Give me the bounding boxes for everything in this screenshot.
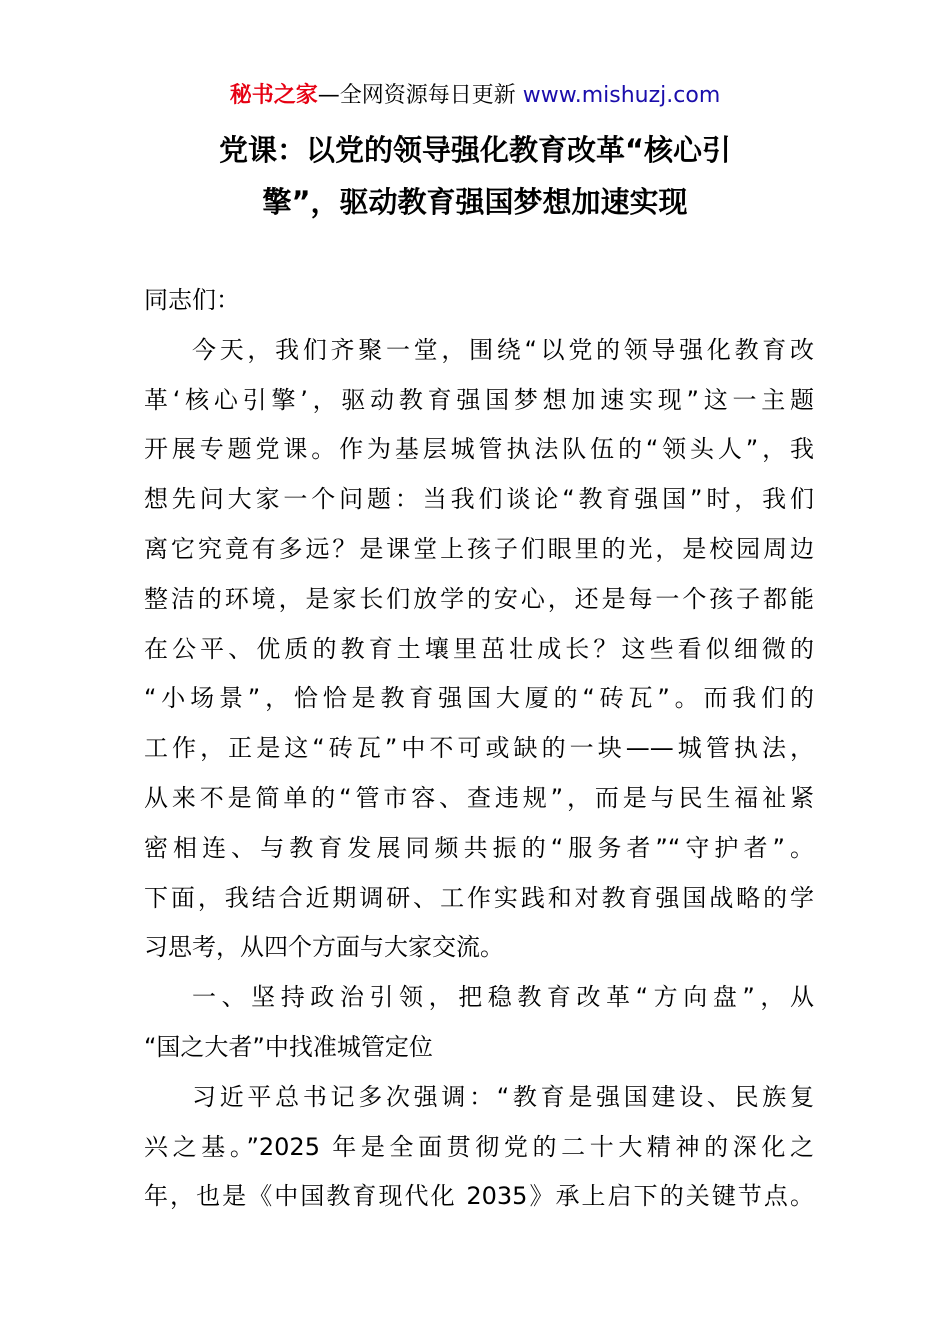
- paragraph-intro: [144, 326, 814, 973]
- salutation: 同志们：: [144, 286, 240, 314]
- title-line: 党课：以党的领导强化教育改革“核心引: [218, 133, 732, 167]
- section-heading-1: [144, 973, 814, 1073]
- paragraph-line: 在公平、优质的教育土壤里茁壮成长？这些看似细微的: [144, 634, 814, 663]
- paragraph-line: 密相连、与教育发展同频共振的“服务者”“守护者”。: [144, 833, 814, 862]
- paragraph-line: 年，也是《中国教育现代化 2035》承上启下的关键节点。: [144, 1182, 814, 1211]
- site-brand: 秘书之家: [229, 83, 318, 108]
- site-url-link[interactable]: www.mishuzj.com: [522, 83, 721, 108]
- paragraph-line: 开展专题党课。作为基层城管执法队伍的“领头人”，我: [144, 435, 814, 464]
- paragraph-line: 整洁的环境，是家长们放学的安心，还是每一个孩子都能: [144, 584, 814, 613]
- paragraph-line: 工作，正是这“砖瓦”中不可或缺的一块——城管执法，: [144, 734, 814, 763]
- paragraph-section1: [144, 1073, 814, 1222]
- paragraph-line: 从来不是简单的“管市容、查违规”，而是与民生福祉紧: [144, 783, 814, 812]
- paragraph-line: 下面，我结合近期调研、工作实践和对教育强国战略的学: [144, 883, 814, 912]
- heading-line: 一、坚持政治引领，把稳教育改革“方向盘”，从: [192, 983, 814, 1012]
- document-body: [144, 276, 814, 1222]
- paragraph-line: 今天，我们齐聚一堂，围绕“以党的领导强化教育改: [192, 335, 814, 364]
- document-title: [120, 124, 830, 228]
- paragraph-line: 革‘核心引擎’，驱动教育强国梦想加速实现”这一主题: [144, 385, 814, 414]
- paragraph-line: 想先问大家一个问题：当我们谈论“教育强国”时，我们: [144, 485, 814, 514]
- paragraph-line: 兴之基。”2025 年是全面贯彻党的二十大精神的深化之: [144, 1132, 814, 1161]
- heading-line: “国之大者”中找准城管定位: [144, 1032, 433, 1061]
- site-tagline: —全网资源每日更新: [317, 83, 516, 108]
- site-header: [0, 80, 950, 112]
- paragraph-line: 习思考，从四个方面与大家交流。: [144, 933, 504, 962]
- title-line: 擎”，驱动教育强国梦想加速实现: [262, 185, 688, 219]
- paragraph-line: “小场景”，恰恰是教育强国大厦的“砖瓦”。而我们的: [144, 684, 814, 713]
- paragraph-line: 离它究竟有多远？是课堂上孩子们眼里的光，是校园周边: [144, 534, 814, 563]
- paragraph-line: 习近平总书记多次强调：“教育是强国建设、民族复: [192, 1082, 814, 1111]
